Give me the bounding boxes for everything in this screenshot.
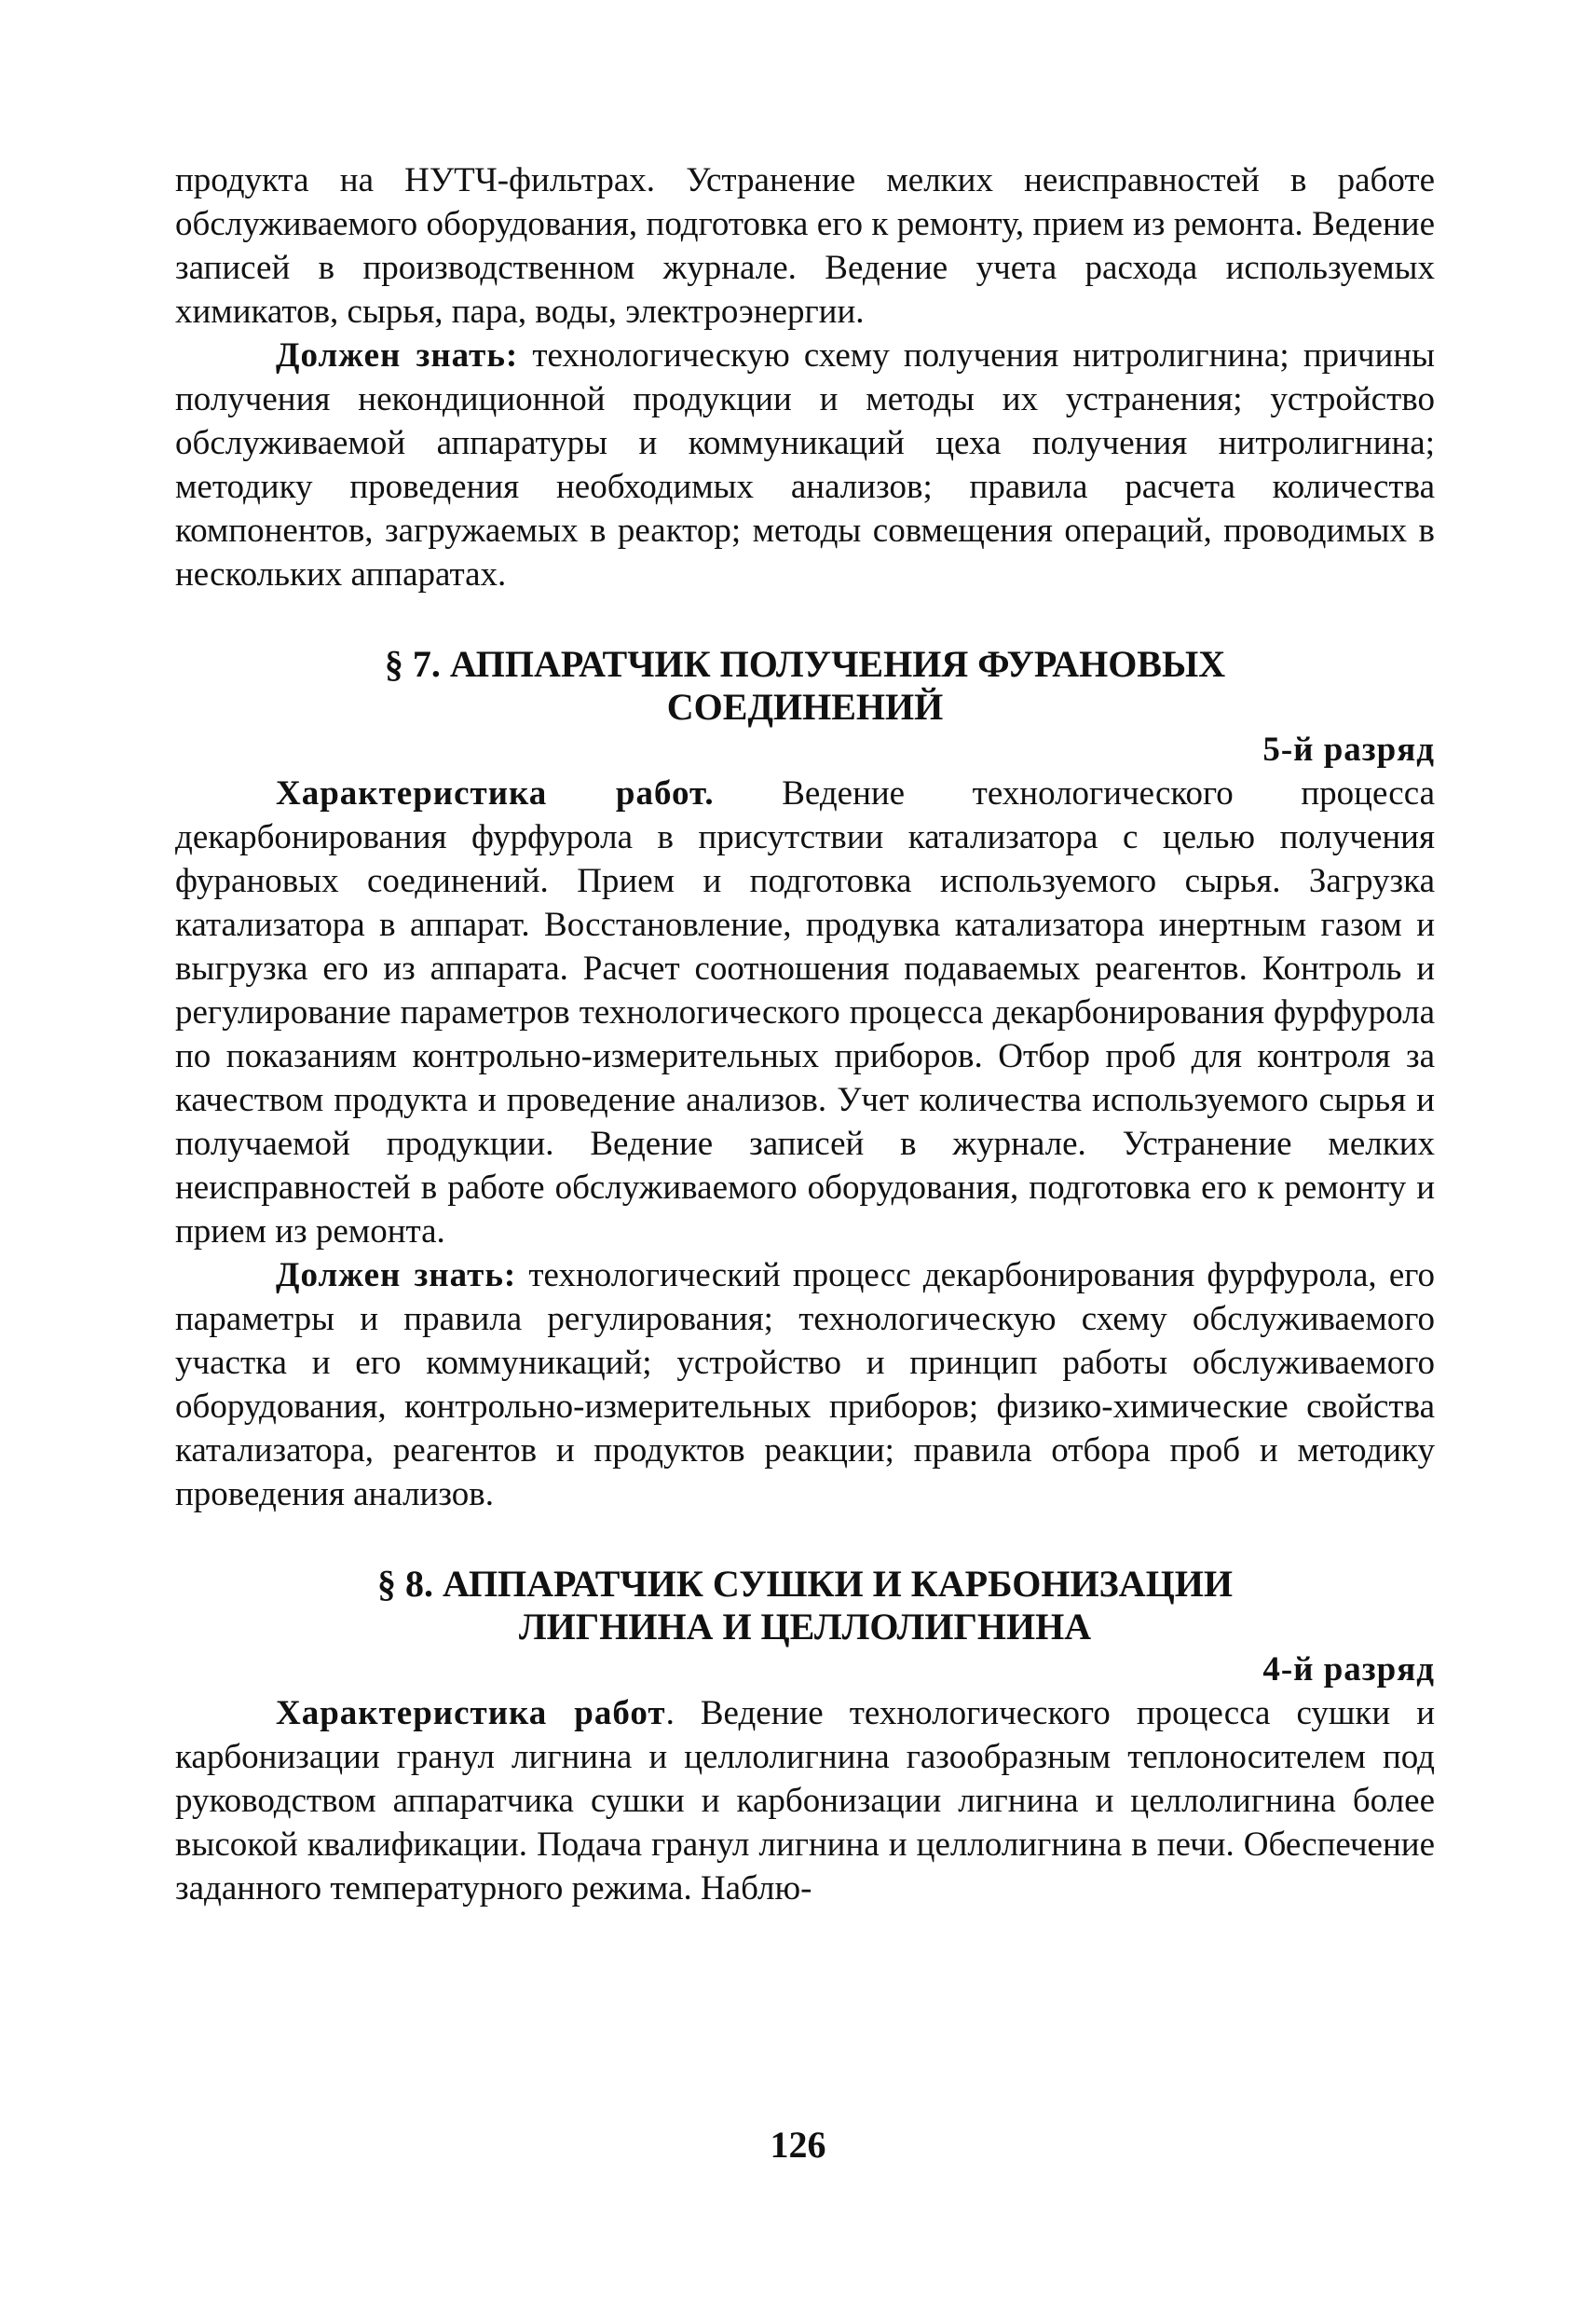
must-know-label: Должен знать: xyxy=(276,1256,517,1294)
section-8-rank: 4-й разряд xyxy=(1262,1650,1435,1689)
work-characteristics-text: . Ведение технологического процесса сушки и карбонизации гранул лигнина и целлолигнина газообразным теплоносителем под руководством аппаратчика сушки и карбонизации лигнина и целлолигнина более высокой квалификации. Подача гранул лигнина и целлолигнина в печи. Обеспечение заданного температурного режима. Наблю- xyxy=(175,1694,1436,1908)
page-number: 126 xyxy=(770,2124,826,2166)
work-characteristics-text: Ведение технологического процесса декарбонирования фурфурола в присутствии катализатора с целью получения фурановых соединений. Прием и подготовка используемого сырья. Загрузка катализатора в аппарат. Восстановление, продувка катализатора инертным газом и выгрузка его из аппарата. Расчет соотношения подаваемых реагентов. Контроль и регулирование параметров технологического процесса декарбонирования фурфурола по показаниям контрольно-измерительных приборов. Отбор проб для контроля за качеством продукта и проведение анализов. Учет количества используемого сырья и получаемой продукции. Ведение записей в журнале. Устранение мелких неисправностей в работе обслуживаемого оборудования, подготовка его к ремонту и прием из ремонта. xyxy=(175,774,1436,1251)
must-know-label: Должен знать: xyxy=(276,336,519,375)
section-8-heading-line-1: § 8. АППАРАТЧИК СУШКИ И КАРБОНИЗАЦИИ xyxy=(377,1563,1233,1605)
must-know-text: технологический процесс декарбонирования фурфурола, его параметры и правила регулирования; технологическую схему обслуживаемого участка и его коммуникаций; устройство и принцип работы обслуживаемого оборудования, контрольно-измерительных приборов; физико-химические свойства катализатора, реагентов и продуктов реакции; правила отбора проб и методику проведения анализов. xyxy=(175,1256,1435,1513)
page-body xyxy=(175,158,1435,1910)
section-7-heading-line-2: СОЕДИНЕНИЙ xyxy=(666,686,944,728)
section-8-work-paragraph xyxy=(175,1691,1435,1910)
section-7-must-know-paragraph xyxy=(175,1253,1435,1516)
section-8-heading-line-2: ЛИГНИНА И ЦЕЛЛОЛИГНИНА xyxy=(518,1606,1092,1648)
section-7-rank: 5-й разряд xyxy=(1262,731,1435,769)
intro-must-know-paragraph xyxy=(175,334,1435,596)
work-characteristics-label: Характеристика работ xyxy=(276,1694,666,1732)
intro-paragraph: продукта на НУТЧ-фильтрах. Устранение мелких неисправностей в работе обслуживаемого оборудования, подготовка его к ремонту, прием из ремонта. Ведение записей в производственном журнале. Ведение учета расхода используемых химикатов, сырья, пара, воды, электроэнергии. xyxy=(175,161,1435,331)
work-characteristics-label: Характеристика работ. xyxy=(276,774,715,813)
must-know-text: технологическую схему получения нитролигнина; причины получения некондиционной продукции и методы их устранения; устройство обслуживаемой аппаратуры и коммуникаций цеха получения нитролигнина; методику проведения необходимых анализов; правила расчета количества компонентов, загружаемых в реактор; методы совмещения операций, проводимых в нескольких аппаратах. xyxy=(175,336,1435,594)
section-8-heading xyxy=(175,1563,1435,1648)
section-7-heading xyxy=(175,643,1435,729)
section-7-work-paragraph xyxy=(175,772,1435,1253)
section-7-heading-line-1: § 7. АППАРАТЧИК ПОЛУЧЕНИЯ ФУРАНОВЫХ xyxy=(384,643,1226,685)
